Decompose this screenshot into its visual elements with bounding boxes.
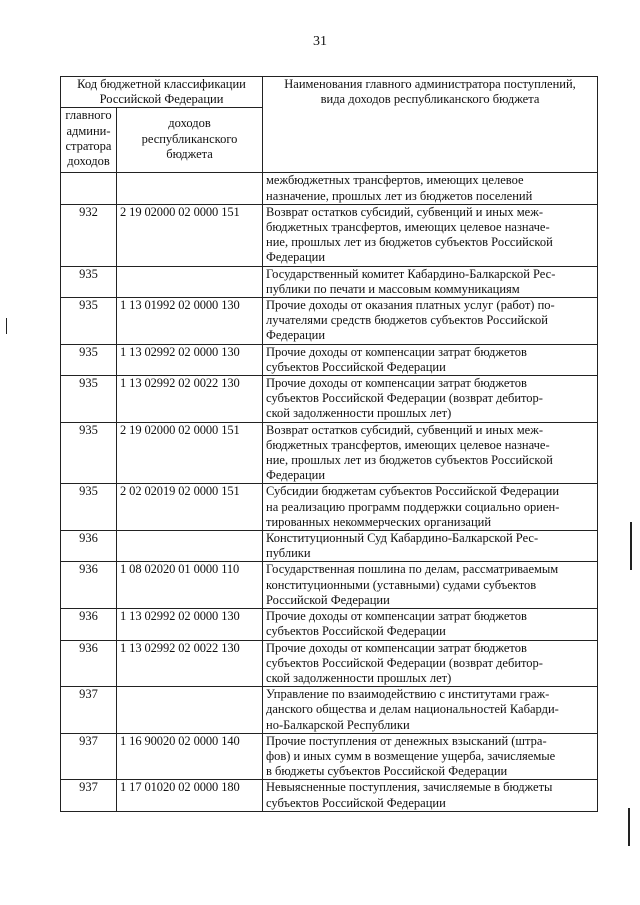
admin-code-cell: 935 [61, 376, 117, 423]
name-line: Прочие доходы от оказания платных услуг (работ) по- [266, 298, 555, 313]
income-code-cell [117, 173, 263, 204]
name-cell [263, 687, 598, 734]
table-header [61, 77, 598, 173]
header-name-line: Наименования главного администратора поступлений, [284, 77, 576, 91]
admin-code-cell: 937 [61, 733, 117, 780]
admin-code-cell: 936 [61, 609, 117, 640]
table-row [61, 562, 598, 609]
header-admin-line: главного [65, 108, 112, 123]
name-cell [263, 266, 598, 297]
income-code-cell: 1 13 02992 02 0000 130 [117, 609, 263, 640]
income-code-cell: 2 19 02000 02 0000 151 [117, 204, 263, 266]
name-line: Прочие доходы от компенсации затрат бюджетов [266, 344, 527, 359]
name-line: субъектов Российской Федерации (возврат дебитор- [266, 391, 543, 406]
admin-code-cell: 935 [61, 344, 117, 375]
name-line: публики [266, 546, 311, 561]
table-row [61, 204, 598, 266]
name-line: Прочие доходы от компенсации затрат бюджетов [266, 376, 527, 391]
header-name-column [263, 77, 598, 173]
name-line: бюджетных трансфертов, имеющих целевое назначе- [266, 437, 550, 452]
name-cell [263, 562, 598, 609]
name-line: субъектов Российской Федерации [266, 795, 446, 810]
income-code-cell [117, 687, 263, 734]
admin-code-cell: 935 [61, 484, 117, 531]
table-row [61, 733, 598, 780]
table-body [61, 173, 598, 811]
name-line: Федерации [266, 468, 326, 483]
table-row [61, 376, 598, 423]
scan-mark-right-lower [628, 808, 630, 846]
admin-code-cell: 936 [61, 562, 117, 609]
header-income-line: бюджета [166, 146, 213, 161]
income-code-cell: 2 19 02000 02 0000 151 [117, 422, 263, 484]
admin-code-cell: 932 [61, 204, 117, 266]
name-line: субъектов Российской Федерации [266, 624, 446, 639]
table-row [61, 687, 598, 734]
name-cell [263, 204, 598, 266]
name-line: Субсидии бюджетам субъектов Российской Федерации [266, 484, 560, 499]
header-income-line: доходов [168, 116, 211, 131]
table-row [61, 484, 598, 531]
income-code-cell: 1 16 90020 02 0000 140 [117, 733, 263, 780]
table-row [61, 266, 598, 297]
name-cell [263, 344, 598, 375]
name-line: Прочие доходы от компенсации затрат бюджетов [266, 640, 527, 655]
name-line: ской задолженности прошлых лет) [266, 406, 452, 421]
table-row [61, 640, 598, 687]
header-admin-line: стратора [65, 138, 112, 153]
table-row [61, 609, 598, 640]
admin-code-cell: 935 [61, 422, 117, 484]
name-cell [263, 298, 598, 345]
name-cell [263, 376, 598, 423]
header-admin-line: админи- [66, 123, 111, 138]
name-line: фов) и иных сумм в возмещение ущерба, зачисляемые [266, 748, 556, 763]
header-name-line: вида доходов республиканского бюджета [320, 92, 540, 107]
name-line: данского общества и делам национальностей Кабарди- [266, 702, 559, 717]
name-line: ской задолженности прошлых лет) [266, 670, 452, 685]
income-code-cell: 1 17 01020 02 0000 180 [117, 780, 263, 811]
name-line: Возврат остатков субсидий, субвенций и иных меж- [266, 204, 543, 219]
name-line: Невыясненные поступления, зачисляемые в бюджеты [266, 780, 553, 795]
name-line: ние, прошлых лет из бюджетов субъектов Российской [266, 235, 553, 250]
admin-code-cell: 937 [61, 687, 117, 734]
name-line: Федерации [266, 250, 326, 265]
income-code-cell [117, 531, 263, 562]
table-row [61, 298, 598, 345]
income-code-cell: 2 02 02019 02 0000 151 [117, 484, 263, 531]
table-row [61, 531, 598, 562]
name-line: Прочие поступления от денежных взысканий (штра- [266, 733, 547, 748]
name-cell [263, 484, 598, 531]
page-number: 31 [313, 34, 327, 49]
income-code-cell: 1 13 01992 02 0000 130 [117, 298, 263, 345]
header-group-title: Код бюджетной классификации Российской Федерации [61, 77, 263, 108]
name-cell [263, 640, 598, 687]
budget-classification-table [60, 76, 598, 812]
name-line: Возврат остатков субсидий, субвенций и иных меж- [266, 422, 543, 437]
admin-code-cell: 935 [61, 298, 117, 345]
table-row [61, 422, 598, 484]
table-row [61, 173, 598, 204]
admin-code-cell: 936 [61, 531, 117, 562]
name-line: Прочие доходы от компенсации затрат бюджетов [266, 609, 527, 624]
income-code-cell: 1 13 02992 02 0022 130 [117, 376, 263, 423]
header-income-column [117, 108, 263, 173]
name-line: назначение, прошлых лет из бюджетов поселений [266, 188, 533, 203]
name-line: в бюджеты субъектов Российской Федерации [266, 764, 508, 779]
name-cell [263, 173, 598, 204]
name-line: межбюджетных трансфертов, имеющих целевое [266, 173, 524, 188]
name-line: Управление по взаимодействию с институтами граж- [266, 687, 550, 702]
name-line: Российской Федерации [266, 592, 390, 607]
table-row [61, 344, 598, 375]
name-line: Федерации [266, 328, 326, 343]
name-line: субъектов Российской Федерации (возврат дебитор- [266, 655, 543, 670]
name-line: конституционными (уставными) судами субъектов [266, 577, 537, 592]
admin-code-cell: 935 [61, 266, 117, 297]
income-code-cell: 1 08 02020 01 0000 110 [117, 562, 263, 609]
name-line: ние, прошлых лет из бюджетов субъектов Российской [266, 453, 553, 468]
header-admin-line: доходов [67, 154, 110, 169]
scan-mark-right [630, 522, 632, 570]
name-cell [263, 609, 598, 640]
name-cell [263, 422, 598, 484]
header-admin-column [61, 108, 117, 173]
name-line: но-Балкарской Республики [266, 717, 410, 732]
admin-code-cell: 936 [61, 640, 117, 687]
name-cell [263, 733, 598, 780]
admin-code-cell: 937 [61, 780, 117, 811]
income-code-cell: 1 13 02992 02 0000 130 [117, 344, 263, 375]
name-line: тированных некоммерческих организаций [266, 514, 492, 529]
admin-code-cell [61, 173, 117, 204]
name-line: Государственный комитет Кабардино-Балкарской Рес- [266, 266, 556, 281]
income-code-cell [117, 266, 263, 297]
name-line: Государственная пошлина по делам, рассматриваемым [266, 562, 559, 577]
scan-mark-left [6, 318, 7, 334]
income-code-cell: 1 13 02992 02 0022 130 [117, 640, 263, 687]
name-cell [263, 780, 598, 811]
name-cell [263, 531, 598, 562]
table-row [61, 780, 598, 811]
name-line: бюджетных трансфертов, имеющих целевое назначе- [266, 220, 550, 235]
name-line: субъектов Российской Федерации [266, 359, 446, 374]
header-income-line: республиканского [141, 131, 238, 146]
name-line: Конституционный Суд Кабардино-Балкарской Рес- [266, 531, 539, 546]
name-line: публики по печати и массовым коммуникациям [266, 281, 520, 296]
name-line: на реализацию программ поддержки социально ориен- [266, 499, 560, 514]
name-line: лучателями средств бюджетов субъектов Российской [266, 313, 548, 328]
